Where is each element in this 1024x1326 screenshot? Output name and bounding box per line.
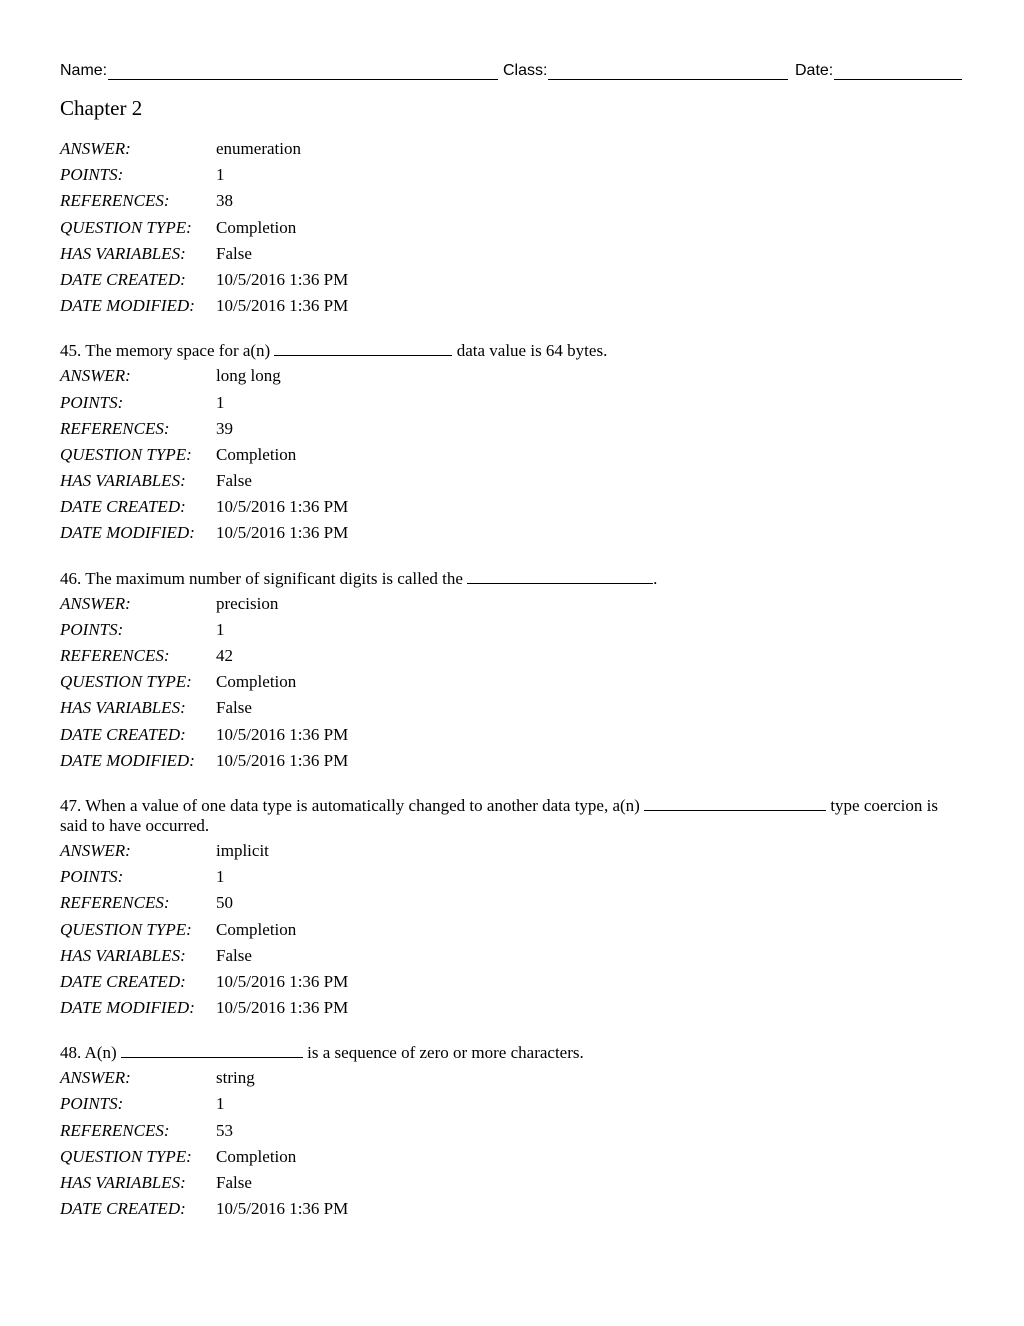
row-label: HAS VARIABLES: [60, 1173, 186, 1192]
question-list [60, 136, 964, 1222]
row-value: Completion [216, 1146, 297, 1166]
row-value: 39 [216, 418, 233, 438]
row-value: Completion [216, 672, 297, 692]
row-label: DATE CREATED: [60, 971, 186, 991]
row-label: QUESTION TYPE: [60, 1146, 192, 1166]
question-text-start: 46. The maximum number of significant digits is called the [60, 568, 468, 588]
date-label: Date: [795, 62, 834, 79]
row-label: DATE MODIFIED: [60, 750, 195, 770]
question-type-row [60, 215, 964, 241]
row-label: DATE MODIFIED: [60, 998, 195, 1018]
row-label: REFERENCES: [60, 418, 170, 438]
row-label: HAS VARIABLES: [60, 698, 186, 718]
row-value: implicit [216, 840, 269, 860]
row-label: REFERENCES: [60, 191, 170, 211]
question-text-start: 45. The memory space for a(n) [60, 341, 275, 361]
question-text [60, 569, 964, 589]
points-row [60, 617, 964, 643]
answer-blank-line [121, 1043, 303, 1058]
references-row [60, 416, 964, 442]
row-value: string [216, 1068, 255, 1088]
question-text-end: is a sequence of zero or more characters. [302, 1043, 584, 1063]
row-value: 1 [216, 619, 225, 639]
row-value: False [216, 1173, 252, 1192]
question-text-start: 48. A(n) [60, 1043, 121, 1063]
row-label: ANSWER: [60, 139, 131, 158]
answer-row [60, 1065, 964, 1091]
row-value: 50 [216, 893, 233, 913]
row-value: 10/5/2016 1:36 PM [216, 998, 349, 1018]
row-value: enumeration [216, 139, 301, 158]
class-label: Class: [503, 62, 548, 79]
row-value: 10/5/2016 1:36 PM [216, 497, 349, 517]
row-value: 10/5/2016 1:36 PM [216, 724, 349, 744]
points-row [60, 162, 964, 188]
row-value: Completion [216, 444, 297, 464]
points-row [60, 1091, 964, 1117]
row-label: REFERENCES: [60, 646, 170, 665]
row-value: 10/5/2016 1:36 PM [216, 750, 349, 770]
row-label: ANSWER: [60, 840, 131, 860]
row-label: QUESTION TYPE: [60, 672, 192, 692]
row-label: DATE CREATED: [60, 497, 186, 517]
points-row [60, 390, 964, 416]
row-label: POINTS: [60, 165, 124, 185]
row-value: 10/5/2016 1:36 PM [216, 1199, 349, 1219]
row-label: QUESTION TYPE: [60, 217, 192, 237]
question-text [60, 796, 964, 836]
date-blank-line [834, 61, 962, 80]
question-type-row [60, 1144, 964, 1170]
has-variables-row [60, 1170, 964, 1196]
name-label: Name: [60, 62, 108, 79]
row-label: DATE MODIFIED: [60, 296, 195, 316]
answer-row [60, 363, 964, 389]
class-field [503, 58, 788, 80]
row-value: Completion [216, 919, 297, 939]
row-label: POINTS: [60, 1094, 124, 1114]
row-label: DATE CREATED: [60, 724, 186, 744]
answer-row [60, 838, 964, 864]
references-row [60, 188, 964, 214]
chapter-title: Chapter 2 [60, 96, 143, 120]
row-label: DATE CREATED: [60, 269, 186, 289]
row-label: REFERENCES: [60, 893, 170, 913]
references-row [60, 890, 964, 916]
row-value: 42 [216, 646, 233, 665]
row-value: 10/5/2016 1:36 PM [216, 296, 349, 316]
question-block-47 [60, 796, 964, 1021]
row-value: precision [216, 593, 279, 613]
answer-blank-line [274, 341, 452, 356]
question-text-start: 47. When a value of one data type is automatically changed to another data type, a(n) [60, 795, 645, 815]
row-value: False [216, 243, 252, 263]
row-label: QUESTION TYPE: [60, 919, 192, 939]
question-block-45 [60, 341, 964, 546]
name-blank-line [108, 61, 498, 80]
row-value: False [216, 698, 252, 718]
row-label: DATE CREATED: [60, 1199, 186, 1219]
question-text [60, 341, 964, 361]
question-text-end: data value is 64 bytes. [452, 341, 608, 361]
question-type-row [60, 442, 964, 468]
date-created-row [60, 1196, 964, 1222]
question-text-end: . [653, 568, 658, 588]
question-block-48 [60, 1043, 964, 1222]
question-text-end: type coercion is said to have occurred. [60, 795, 938, 835]
question-type-row [60, 669, 964, 695]
row-label: HAS VARIABLES: [60, 243, 186, 263]
date-modified-row [60, 293, 964, 319]
question-type-row [60, 917, 964, 943]
date-created-row [60, 722, 964, 748]
row-value: 10/5/2016 1:36 PM [216, 269, 349, 289]
header-fields [60, 58, 964, 80]
row-label: QUESTION TYPE: [60, 444, 192, 464]
row-value: 1 [216, 867, 225, 887]
row-label: POINTS: [60, 867, 124, 887]
answer-row [60, 591, 964, 617]
row-value: long long [216, 366, 281, 386]
row-label: POINTS: [60, 619, 124, 639]
row-label: DATE MODIFIED: [60, 523, 195, 543]
has-variables-row [60, 241, 964, 267]
date-modified-row [60, 995, 964, 1021]
class-blank-line [548, 61, 788, 80]
answer-blank-line [644, 796, 826, 811]
name-field [60, 58, 498, 80]
row-value: 1 [216, 165, 225, 185]
has-variables-row [60, 943, 964, 969]
row-label: HAS VARIABLES: [60, 945, 186, 965]
row-label: ANSWER: [60, 1068, 131, 1088]
answer-row [60, 136, 964, 162]
date-created-row [60, 267, 964, 293]
question-block-46 [60, 569, 964, 774]
row-label: ANSWER: [60, 366, 131, 386]
date-modified-row [60, 748, 964, 774]
row-value: Completion [216, 217, 297, 237]
row-label: HAS VARIABLES: [60, 471, 186, 491]
has-variables-row [60, 695, 964, 721]
references-row [60, 1118, 964, 1144]
row-value: False [216, 471, 252, 491]
row-label: POINTS: [60, 392, 124, 412]
question-block-44 [60, 136, 964, 319]
points-row [60, 864, 964, 890]
row-value: 38 [216, 191, 233, 211]
row-value: 10/5/2016 1:36 PM [216, 971, 349, 991]
row-value: 10/5/2016 1:36 PM [216, 523, 349, 543]
references-row [60, 643, 964, 669]
date-field [795, 58, 962, 80]
has-variables-row [60, 468, 964, 494]
row-label: ANSWER: [60, 593, 131, 613]
question-text [60, 1043, 964, 1063]
row-value: 1 [216, 1094, 225, 1114]
date-created-row [60, 494, 964, 520]
date-created-row [60, 969, 964, 995]
date-modified-row [60, 520, 964, 546]
row-value: False [216, 945, 252, 965]
row-value: 1 [216, 392, 225, 412]
row-value: 53 [216, 1120, 233, 1140]
row-label: REFERENCES: [60, 1120, 170, 1140]
answer-blank-line [467, 569, 653, 584]
